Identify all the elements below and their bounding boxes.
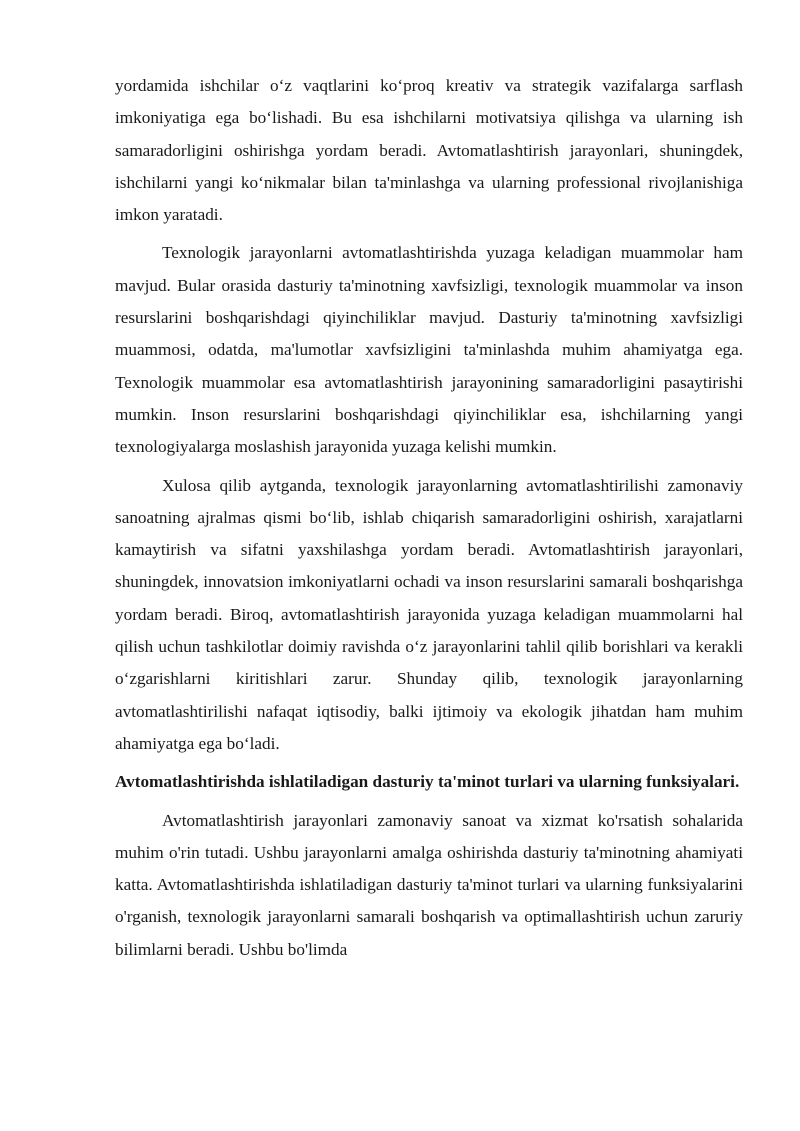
paragraph-continuation: yordamida ishchilar o‘z vaqtlarini ko‘proq kreativ va strategik vazifalarga sarflash imkoniyatiga ega bo‘lishadi. Bu esa ishchilarni motivatsiya qilishga va ularning ish samaradorligini oshirishga yordam beradi. Avtomatlashtirish jarayonlari, shuningdek, ishchilarni yangi ko‘nikmalar bilan ta'minlashga va ularning professional rivojlanishiga imkon yaratadi. bbox=[115, 76, 743, 225]
paragraph-conclusion: Xulosa qilib aytganda, texnologik jarayonlarning avtomatlashtirilishi zamonaviy sanoatning ajralmas qismi bo‘lib, ishlab chiqarish samaradorligini oshirish, xarajatlarni kamaytirish va sifatni yaxshilashga yordam beradi. Avtomatlashtirish jarayonlari, shuningdek, innovatsion imkoniyatlarni ochadi va inson resurslarini samarali boshqarishga yordam beradi. Biroq, avtomatlashtirish jarayonida yuzaga keladigan muammolarni hal qilish uchun tashkilotlar doimiy ravishda o‘z jarayonlarini tahlil qilib borishlari va kerakli o‘zgarishlarni kiritishlari zarur. Shunday qilib, texnologik jarayonlarning avtomatlashtirilishi nafaqat iqtisodiy, balki ijtimoiy va ekologik jihatdan ham muhim ahamiyatga ega bo‘ladi. bbox=[115, 475, 743, 753]
paragraph-problems: Texnologik jarayonlarni avtomatlashtirishda yuzaga keladigan muammolar ham mavjud. Bular orasida dasturiy ta'minotning xavfsizligi, texnologik muammolar va inson resurslarini boshqarishdagi qiyinchiliklar mavjud. Dasturiy ta'minotning xavfsizligi muammosi, odatda, ma'lumotlar xavfsizligini ta'minlashda muhim ahamiyatga ega. Texnologik muammolar esa avtomatlashtirish jarayonining samaradorligini pasaytirishi mumkin. Inson resurslarini boshqarishdagi qiyinchiliklar esa, ishchilarning yangi texnologiyalarga moslashish jarayonida yuzaga kelishi mumkin. bbox=[115, 243, 743, 457]
section-heading: Avtomatlashtirishda ishlatiladigan dasturiy ta'minot turlari va ularning funksiyalari. bbox=[115, 772, 740, 792]
paragraph-section-intro: Avtomatlashtirish jarayonlari zamonaviy sanoat va xizmat ko'rsatish sohalarida muhim o'rin tutadi. Ushbu jarayonlarni amalga oshirishda dasturiy ta'minotning ahamiyati katta. Avtomatlashtirishda ishlatiladigan dasturiy ta'minot turlari va ularning funksiyalarini o'rganish, texnologik jarayonlarni samarali boshqarish va optimallashtirish uchun zaruriy bilimlarni beradi. Ushbu bo'limda bbox=[115, 810, 743, 959]
document-body bbox=[115, 70, 743, 966]
